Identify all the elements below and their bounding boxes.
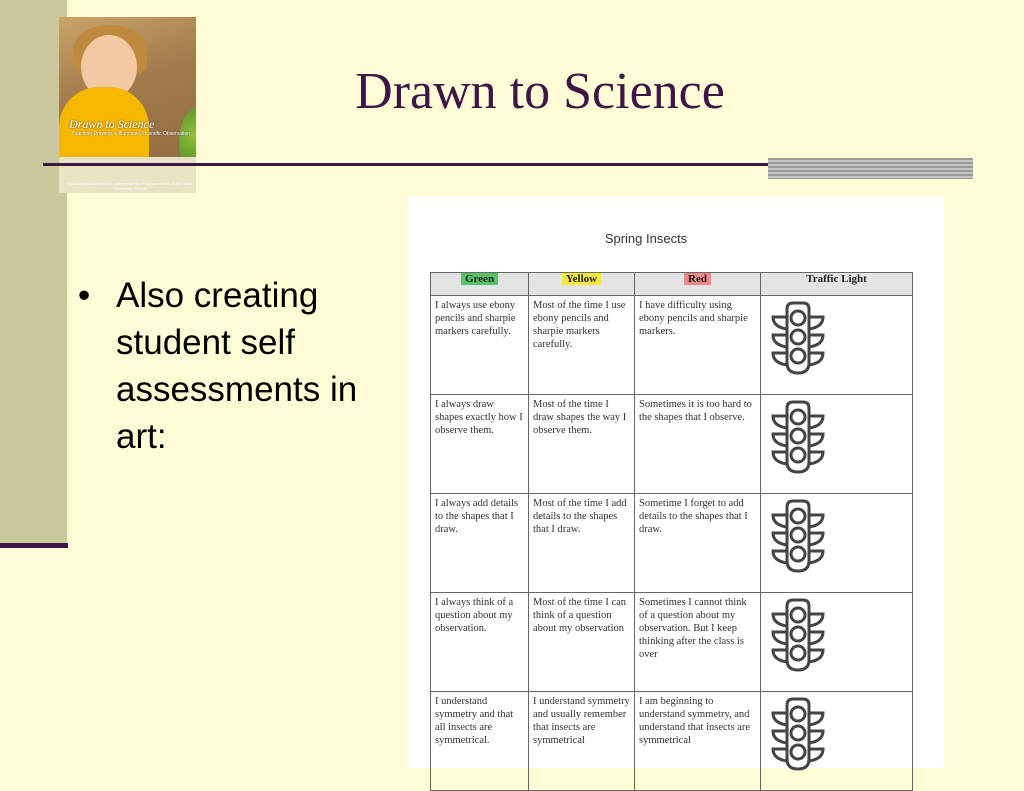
rubric-row xyxy=(431,395,913,494)
rubric-cell-traffic-light xyxy=(761,494,913,593)
traffic-light-icon xyxy=(765,398,831,476)
traffic-light-icon xyxy=(765,596,831,674)
rubric-cell-green: I always use ebony pencils and sharpie markers carefully. xyxy=(431,296,529,395)
bullet-item xyxy=(78,272,368,460)
rubric-cell-green: I always draw shapes exactly how I observe them. xyxy=(431,395,529,494)
rubric-row xyxy=(431,296,913,395)
title-rule xyxy=(43,163,771,166)
rubric-cell-red: Sometimes I cannot think of a question about my observation. But I keep thinking after the class is over xyxy=(635,593,761,692)
rubric-cell-green: I understand symmetry and that all insects are symmetrical. xyxy=(431,692,529,791)
header-yellow: Yellow xyxy=(529,273,635,296)
traffic-light-icon xyxy=(765,695,831,773)
rubric-cell-traffic-light xyxy=(761,296,913,395)
rubric-cell-yellow: Most of the time I draw shapes the way I observe them. xyxy=(529,395,635,494)
bullet-marker: • xyxy=(78,276,91,315)
rubric-row xyxy=(431,692,913,791)
rubric-cell-yellow: Most of the time I use ebony pencils and sharpie markers carefully. xyxy=(529,296,635,395)
book-cover-image xyxy=(59,17,196,193)
rubric-cell-red: I have difficulty using ebony pencils and sharpie markers. xyxy=(635,296,761,395)
rubric-cell-traffic-light xyxy=(761,395,913,494)
rubric-body xyxy=(431,296,913,791)
header-traffic-light: Traffic Light xyxy=(761,273,913,296)
title-rule-gray xyxy=(768,158,973,179)
cover-authors: Featuring Rachel Stevens, Andrea Bemis, Professor of Art, & 6th Grade Elementary School xyxy=(66,181,194,191)
rubric-header-row xyxy=(431,273,913,296)
traffic-light-icon xyxy=(765,497,831,575)
rubric-title: Spring Insects xyxy=(604,231,688,246)
rubric-cell-yellow: I understand symmetry and usually remember that insects are symmetrical xyxy=(529,692,635,791)
rubric-cell-yellow: Most of the time I can think of a question about my observation xyxy=(529,593,635,692)
rubric-cell-traffic-light xyxy=(761,593,913,692)
side-accent-line xyxy=(0,543,68,548)
rubric-cell-yellow: Most of the time I add details to the shapes that I draw. xyxy=(529,494,635,593)
header-green: Green xyxy=(431,273,529,296)
rubric-document xyxy=(408,196,944,768)
rubric-cell-red: Sometime I forget to add details to the shapes that I draw. xyxy=(635,494,761,593)
rubric-cell-green: I always add details to the shapes that I draw. xyxy=(431,494,529,593)
cover-title: Drawn to Science xyxy=(69,117,155,131)
side-bar xyxy=(0,0,67,547)
traffic-light-icon xyxy=(765,299,831,377)
rubric-table xyxy=(430,272,913,791)
rubric-cell-green: I always think of a question about my observation. xyxy=(431,593,529,692)
rubric-row xyxy=(431,593,913,692)
rubric-cell-traffic-light xyxy=(761,692,913,791)
rubric-row xyxy=(431,494,913,593)
cover-subtitle: Teaching Drawing to Illuminate Scientific Observation xyxy=(72,131,190,137)
bullet-text: Also creating student self assessments in art: xyxy=(116,276,358,456)
slide-title: Drawn to Science xyxy=(355,63,725,120)
header-red: Red xyxy=(635,273,761,296)
rubric-cell-red: Sometimes it is too hard to the shapes that I observe. xyxy=(635,395,761,494)
rubric-cell-red: I am beginning to understand symmetry, and understand that insects are symmetrical xyxy=(635,692,761,791)
